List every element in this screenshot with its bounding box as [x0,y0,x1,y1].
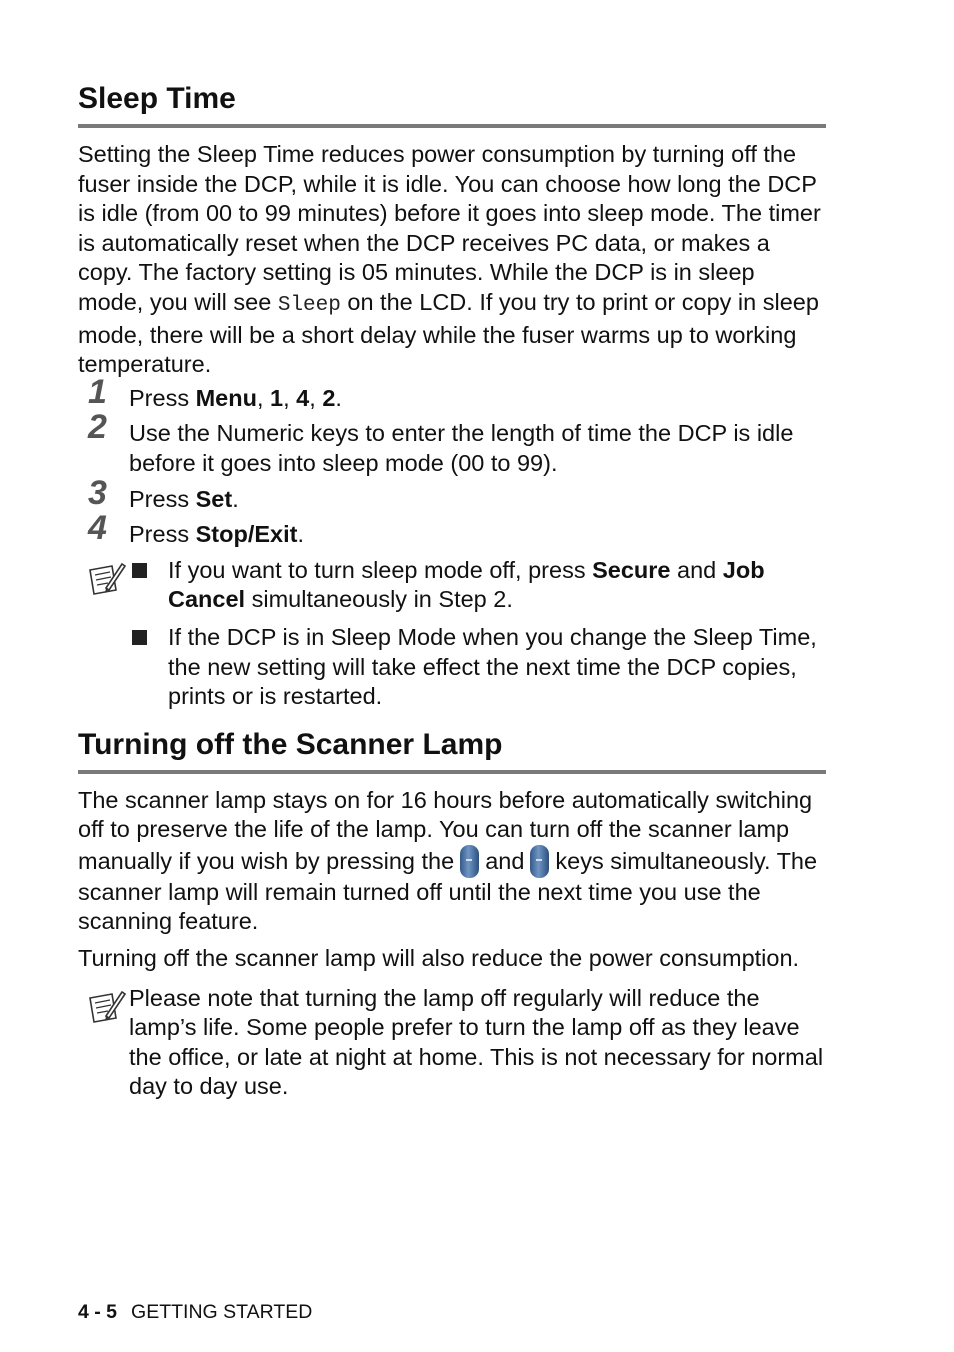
step-3 [78,473,826,515]
period: . [335,384,342,411]
intro-text-a: Setting the Sleep Time reduces power consumption by turning off the fuser inside the DCP, while it is idle. You can choose how long the DCP is idle (from 00 to 99 minutes) before it goes into sleep mode. The timer is automatically reset when the DCP receives PC data, or makes a copy. The factory setting is 05 minutes. While the DCP is in sleep mode, you will see [78,141,821,315]
step-text: Press [129,521,196,548]
page-content [78,80,826,1102]
page-number: 4 - 5 [78,1301,118,1323]
para-text: keys simultaneously. The scanner lamp will remain turned off until the next time you use the scanning feature. [78,847,818,935]
key-stop-exit: Stop/Exit [195,521,298,548]
period: . [232,485,239,512]
separator: , [256,384,271,411]
key-set: Set [195,485,233,512]
page-footer [78,1301,312,1324]
key-4: 4 [296,384,310,411]
step-number: 1 [88,372,107,411]
separator: , [309,384,323,411]
para-text: and [485,847,525,874]
bullet-text: simultaneously in Step 2. [245,586,513,613]
step-4 [78,509,826,550]
section-title-sleep-time: Sleep Time [78,80,826,128]
intro-text-b: on the LCD. If you try to print or copy in sleep mode, there will be a short delay while the fuser warms up to working temperature. [78,288,819,378]
step-2 [78,408,826,478]
step-number: 4 [88,509,107,548]
note-bullet [130,623,826,712]
step-text: Press [129,485,196,512]
step-number: 2 [88,408,107,447]
bullet-square-icon [132,563,147,578]
bullet-text: If the DCP is in Sleep Mode when you change the Sleep Time, the new setting will take effect the next time the DCP copies, prints or is restarted. [168,623,817,710]
left-arrow-key-icon [460,845,479,878]
step-number: 3 [88,473,107,512]
bullet-text: If you want to turn sleep mode off, press [168,556,593,583]
note-lamp-life [78,984,826,1102]
note-pencil-icon [86,988,126,1026]
note-bullet [130,556,826,615]
scanner-lamp-para-1 [78,786,826,937]
separator: , [283,384,297,411]
para-text: The scanner lamp stays on for 16 hours before automatically switching off to preserve the life of the lamp. You can turn off the scanner lamp manually if you wish by pressing the [78,786,813,874]
step-1 [78,372,826,414]
key-menu: Menu [195,384,257,411]
key-1: 1 [270,384,284,411]
note-text: Please note that turning the lamp off regularly will reduce the lamp’s life. Some people prefer to turn the lamp off as they leave the office, or late at night at home. This is not necessary for normal day to day use. [129,984,824,1100]
key-job-cancel: Job Cancel [168,556,765,613]
chapter-name: GETTING STARTED [131,1301,313,1323]
note-sleep-mode [78,556,826,712]
scanner-lamp-para-2: Turning off the scanner lamp will also reduce the power consumption. [78,945,800,972]
period: . [297,521,304,548]
section-title-scanner-lamp: Turning off the Scanner Lamp [78,726,826,774]
right-arrow-key-icon [530,845,549,878]
key-secure: Secure [592,556,671,583]
key-2: 2 [322,384,336,411]
sleep-time-intro [78,140,826,380]
note-pencil-icon [86,560,126,598]
bullet-square-icon [132,630,147,645]
note-bullets [130,556,826,712]
bullet-text: and [670,556,723,583]
step-text: Press [129,384,196,411]
step-text: Use the Numeric keys to enter the length of time the DCP is idle before it goes into sleep mode (00 to 99). [129,420,794,476]
lcd-sleep-text: Sleep [277,293,341,317]
steps-list [78,372,826,550]
